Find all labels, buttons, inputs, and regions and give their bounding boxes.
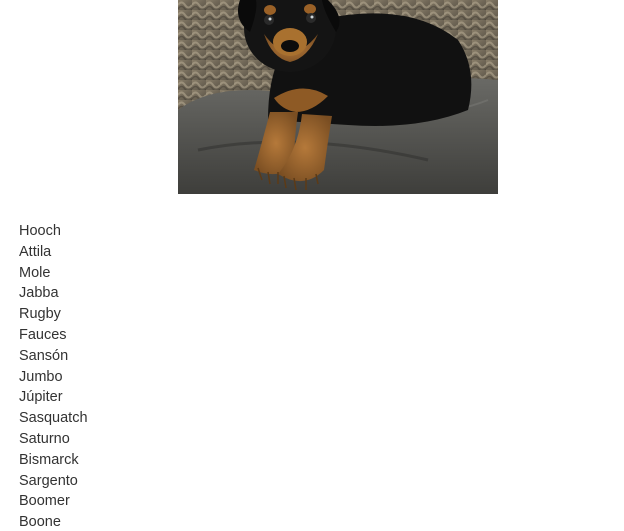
list-item: Fauces [19,326,67,343]
list-item: Sasquatch [19,410,88,427]
list-item: Jumbo [19,368,63,385]
puppy-photo [178,0,498,194]
list-item: Mole [19,264,51,281]
list-item: Boone [19,514,61,531]
list-item: Sansón [19,347,69,364]
list-item: Attila [19,243,52,260]
dog-name-list [19,221,88,531]
list-item: Júpiter [19,389,63,406]
list-item: Boomer [19,493,70,510]
list-item: Rugby [19,306,61,323]
list-item: Hooch [19,223,61,239]
list-item: Sargento [19,472,78,489]
list-item: Bismarck [19,451,79,468]
list-item: Jabba [19,285,59,302]
list-item: Saturno [19,430,70,447]
